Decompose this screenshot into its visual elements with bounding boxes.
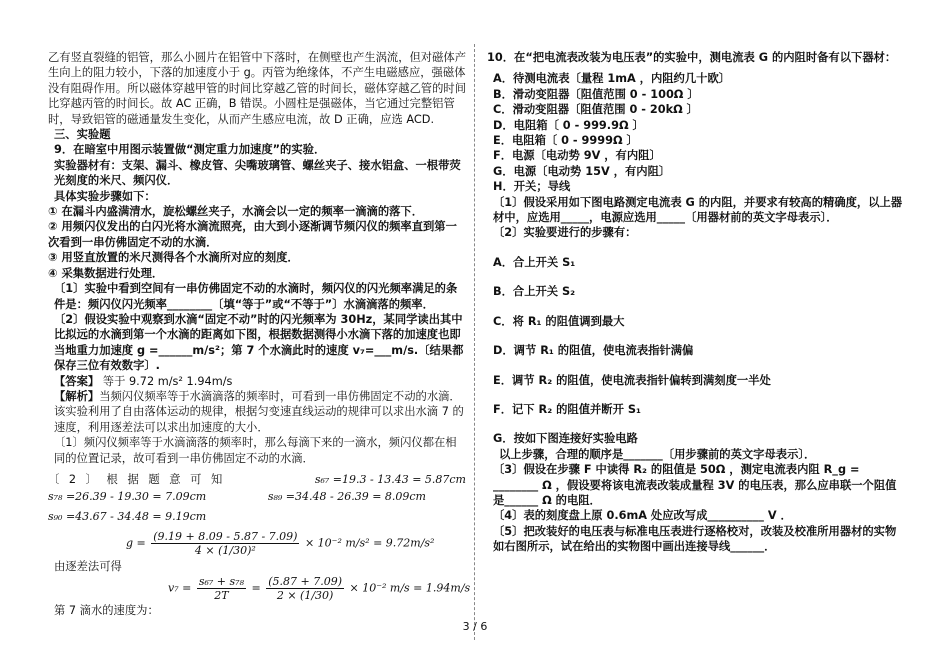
step-d: D．调节 R₁ 的阻值，使电流表指针满偏 [493, 344, 694, 358]
question-10-sub-1: 〔1〕假设采用如下图电路测定电流表 G 的内阻，并要求有较高的精确度，以上器材中，应选用_____，电源应选用_____〔用器材前的英文字母表示〕． [493, 195, 903, 225]
equipment-item-c: C．滑动变阻器〔阻值范围 0 - 20kΩ 〕 [493, 103, 698, 117]
answer-text: 等于 9.72 m/s² 1.94m/s [102, 374, 233, 388]
step-a: A．合上开关 S₁ [493, 255, 576, 269]
formula-v-rhs: × 10⁻² m/s = 1.94m/s [349, 581, 471, 595]
question-9-steps-title: 具体实验步骤如下： [54, 189, 156, 203]
intro-paragraph: 乙有竖直裂缝的铝管，那么小圆片在铝管中下落时，在侧壁也产生涡流，但对磁体产生向上的阻力较小，下落的加速度小于 g。丙管为绝缘体，不产生电磁感应，强磁体没有阻碍作用。所以磁体穿越甲管的时间比穿越乙管的时间长，磁体穿越乙管的时间比穿越丙管的时间长。故 AC 正确，B 错误。小圆柱是强磁体，当它通过完整铝管时，导致铝管的磁通量发生变化，从而产生感应电流，故 D 正确，应选 ACD. [48, 51, 466, 126]
formula-v7: v₇ = $\frac{\text{s₆₇ + s₇₈}}{2T}$ = $\frac{(5.87 + 7.09)}{2 \times (1/30)}$ × 10⁻² m/s = 1.94m/s [168, 574, 471, 602]
formula-v-block [48, 574, 471, 617]
equipment-item-f: F．电源〔电动势 9V ，有内阻〕 [493, 149, 661, 163]
analysis-sub-2-prefix: 〔 2 〕 根 据 题 意 可 知 [48, 472, 226, 486]
formula-g-rhs: × 10⁻² m/s² = 9.72m/s² [304, 536, 435, 550]
question-9-equipment: 实验器材有：支架、漏斗、橡皮管、尖嘴玻璃管、螺丝夹子、接水铝盒、一根带荧光刻度的米尺、频闪仪． [54, 158, 461, 188]
page-number: 3 / 6 [462, 620, 488, 633]
right-column [487, 50, 907, 555]
formula-g-lhs: g = [126, 536, 146, 550]
formula-v-denominator-2: 2 × (1/30) [276, 588, 334, 602]
step-e: E．调节 R₂ 的阻值，使电流表指针偏转到满刻度一半处 [493, 373, 771, 387]
formula-g [48, 530, 466, 557]
formula-s78: s₇₈ =26.39 - 19.30 = 7.09cm [48, 490, 207, 504]
analysis-sub-2-row [48, 472, 466, 487]
formula-row-2 [48, 489, 466, 504]
step-b: B．合上开关 S₂ [493, 285, 576, 299]
step-f: F．记下 R₂ 的阻值并断开 S₁ [493, 402, 641, 416]
question-9-sub-1: 〔1〕实验中看到空间有一串仿佛固定不动的水滴时，频闪仪的闪光频率满足的条件是：频闪仪闪光频率________〔填“等于”或“不等于”〕水滴滴落的频率． [54, 282, 458, 311]
equipment-item-g: G．电源〔电动势 15V ，有内阻〕 [493, 164, 671, 178]
analysis-label: 【解析】 [54, 389, 100, 403]
formula-g-denominator: 4 × (1/30)² [194, 544, 256, 558]
formula-g-fraction [151, 530, 299, 557]
formula-v-numerator-2: (5.87 + 7.09) [268, 574, 342, 588]
question-9-sub-2: 〔2〕假设实验中观察到水滴“固定不动”时的闪光频率为 30Hz，某同学读出其中比拟远的水滴到第一个水滴的距离如下图，根据数据测得小水滴下落的加速度也即当地重力加速度 g =______m/s²；第 7 个水滴此时的速度 v₇=___m/s.〔结果都保存三位有效数字〕. [54, 312, 464, 373]
diff-method-label: 由逐差法可得 [54, 560, 122, 574]
step-order: 以上步骤，合理的顺序是_______〔用步骤前的英文字母表示〕． [499, 447, 816, 461]
formula-v-lhs: v₇ = [168, 581, 192, 595]
analysis-sub-1: 〔1〕频闪仪频率等于水滴滴落的频率时，那么每滴下来的一滴水，频闪仪都在相同的位置记录，故可看到一串仿佛固定不动的水滴． [54, 436, 457, 465]
equipment-item-h: H．开关；导线 [493, 180, 571, 194]
step-c: C．将 R₁ 的阻值调到最大 [493, 314, 625, 328]
equipment-item-b: B．滑动变阻器〔阻值范围 0 - 100Ω 〕 [493, 87, 699, 101]
left-column [48, 50, 471, 617]
column-divider [474, 44, 475, 640]
equipment-item-d: D．电阻箱〔 0 - 999.9Ω 〕 [493, 118, 644, 132]
step-g: G．按如下图连接好实验电路 [493, 432, 638, 446]
formula-g-numerator: (9.19 + 8.09 - 5.87 - 7.09) [153, 530, 298, 544]
formula-s89: s₈₉ =34.48 - 26.39 = 8.09cm [267, 490, 426, 504]
v7-label: 第 7 滴水的速度为： [54, 603, 159, 617]
equipment-item-a: A．待测电流表〔量程 1mA ，内阻约几十欧〕 [493, 72, 731, 86]
answer-label: 【答案】 [54, 374, 100, 388]
analysis-text: 当频闪仪频率等于水滴滴落的频率时，可看到一串仿佛固定不动的水滴．该实验利用了自由落体运动的规律，根据匀变速直线运动的规律可以求出水滴 7 的速度，利用逐差法可以求出加速度的大小． [54, 389, 464, 434]
question-9-title: 9．在暗室中用图示装置做“测定重力加速度”的实验． [54, 143, 326, 157]
question-9-step-1: ① 在漏斗内盛满清水，旋松螺丝夹子，水滴会以一定的频率一滴滴的落下． [48, 205, 424, 219]
formula-v-fraction-2 [266, 575, 344, 602]
question-9-step-4: ④ 采集数据进行处理． [48, 266, 164, 280]
question-10-sub-4: 〔4〕表的刻度盘上原 0.6mA 处应改写成__________ V ． [493, 509, 792, 523]
section-title: 三、实验题 [54, 128, 111, 142]
question-9-step-3: ③ 用竖直放置的米尺测得各个水滴所对应的刻度． [48, 251, 299, 265]
formula-v-denominator-1: 2T [214, 588, 229, 602]
question-10-sub-3: 〔3〕假设在步骤 F 中读得 R₂ 的阻值是 50Ω ，测定电流表内阻 R_g = ________ Ω ，假设要将该电流表改装成量程 3V 的电压表，那么应串联一个阻值是______ Ω 的电阻． [493, 463, 897, 507]
question-10-sub-5: 〔5〕把改装好的电压表与标准电压表进行逐格校对，改装及校准所用器材的实物如右图所示，试在给出的实物图中画出连接导线______． [493, 524, 897, 554]
equipment-item-e: E．电阻箱〔 0 - 9999Ω 〕 [493, 134, 638, 148]
formula-v-fraction-1 [197, 575, 246, 602]
formula-s90: s₉₀ =43.67 - 34.48 = 9.19cm [48, 509, 207, 523]
formula-s67: s₆₇ =19.3 - 13.43 = 5.87cm [314, 472, 466, 486]
question-10-title: 10．在“把电流表改装为电压表”的实验中，测电流表 G 的内阻时备有以下器材： [487, 51, 897, 64]
formula-v-numerator-1: s₆₇ + s₇₈ [198, 574, 244, 588]
question-9-step-2: ② 用频闪仪发出的白闪光将水滴流照亮，由大到小逐渐调节频闪仪的频率直到第一次看到一串仿佛固定不动的水滴． [48, 220, 457, 249]
question-10-sub-2-title: 〔2〕实验要进行的步骤有： [493, 226, 637, 240]
